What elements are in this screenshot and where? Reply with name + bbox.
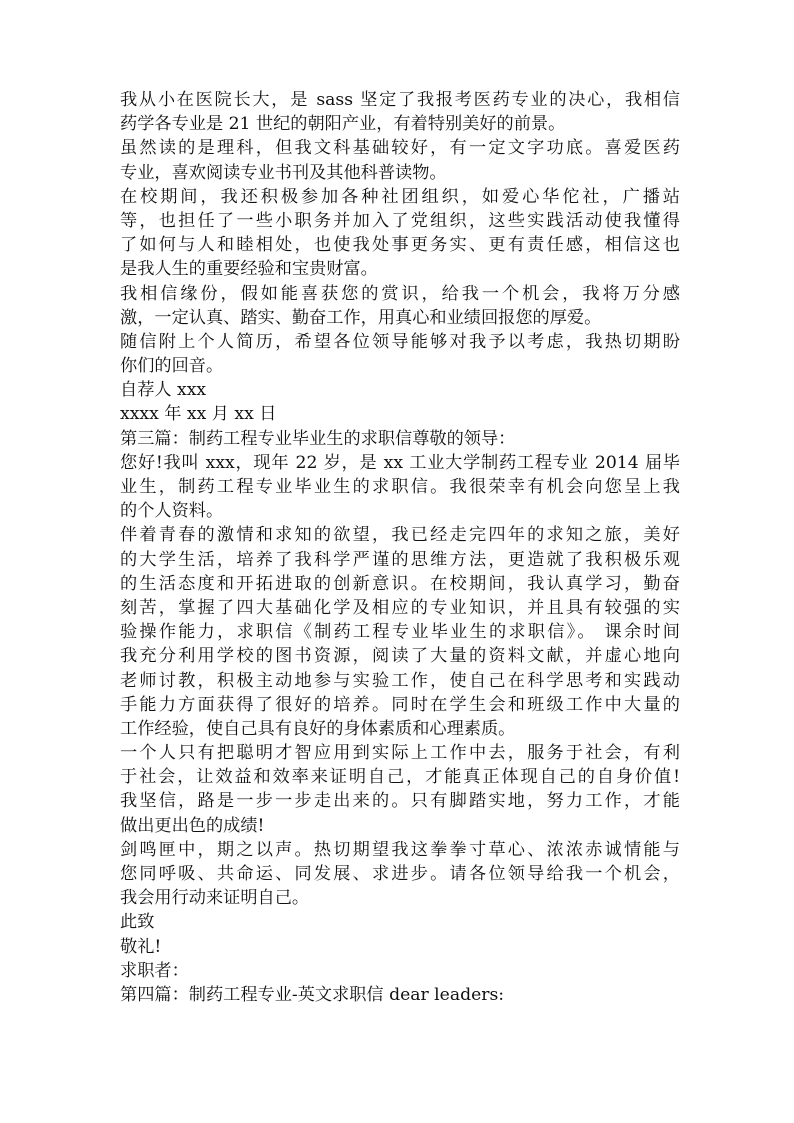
text-line: 是我人生的重要经验和宝贵财富。	[120, 259, 378, 280]
text-line: 在校期间，我还积极参加各种社团组织，如爱心华佗社，广播站	[120, 186, 680, 207]
text-line: 求职者：	[120, 960, 189, 981]
text-line: 激，一定认真、踏实、勤奋工作，用真心和业绩回报您的厚爱。	[120, 307, 602, 328]
text-line: 随信附上个人简历，希望各位领导能够对我予以考虑，我热切期盼	[120, 331, 680, 352]
text-line: 药学各专业是 21 世纪的朝阳产业，有着特别美好的前景。	[120, 114, 566, 135]
text-line: 您好!我叫 xxx，现年 22 岁，是 xx 工业大学制药工程专业 2014 届毕	[120, 452, 680, 473]
text-line: 伴着青春的激情和求知的欲望，我已经走完四年的求知之旅，美好	[120, 525, 680, 546]
text-line: 敬礼!	[120, 936, 162, 957]
text-line: 于社会，让效益和效率来证明自己，才能真正体现自己的自身价值!	[120, 767, 680, 788]
text-line: 老师讨教，积极主动地参与实验工作，使自己在科学思考和实践动	[120, 670, 680, 691]
text-line: 业生，制药工程专业毕业生的求职信。我很荣幸有机会向您呈上我	[120, 477, 680, 497]
text-line: 你们的回音。	[120, 356, 224, 377]
text-line: 我坚信，路是一步一步走出来的。只有脚踏实地，努力工作，才能	[120, 791, 680, 812]
text-line: 手能力方面获得了很好的培养。同时在学生会和班级工作中大量的	[120, 694, 680, 715]
text-line: 等，也担任了一些小职务并加入了党组织，这些实践活动使我懂得	[120, 210, 680, 231]
text-line: 验操作能力，求职信《制药工程专业毕业生的求职信》。 课余时间	[120, 622, 680, 643]
text-line: 此致	[120, 912, 155, 933]
text-line: 自荐人 xxx	[120, 380, 207, 401]
text-line: 做出更出色的成绩!	[120, 815, 265, 836]
text-line: 一个人只有把聪明才智应用到实际上工作中去，服务于社会，有利	[120, 743, 680, 764]
document-body	[120, 88, 680, 1007]
text-line: 我从小在医院长大，是 sass 坚定了我报考医药专业的决心，我相信	[120, 90, 680, 110]
text-line: 第四篇：制药工程专业-英文求职信 dear leaders:	[120, 984, 505, 1005]
text-line: 我相信缘份，假如能喜获您的赏识，给我一个机会，我将万分感	[120, 283, 680, 304]
text-line: 的个人资料。	[120, 501, 224, 522]
text-line: 我充分利用学校的图书资源，阅读了大量的资料文献，并虚心地向	[120, 646, 680, 667]
text-line: 工作经验，使自己具有良好的身体素质和心理素质。	[120, 718, 516, 739]
text-line: 第三篇：制药工程专业毕业生的求职信尊敬的领导：	[120, 428, 516, 449]
text-line: 了如何与人和睦相处，也使我处事更务实、更有责任感，相信这也	[120, 235, 680, 256]
text-line: 我会用行动来证明自己。	[120, 888, 310, 909]
text-line: 的生活态度和开拓进取的创新意识。在校期间，我认真学习，勤奋	[120, 573, 680, 594]
text-line: 您同呼吸、共命运、同发展、求进步。请各位领导给我一个机会，	[120, 864, 680, 884]
text-line: 专业，喜欢阅读专业书刊及其他科普读物。	[120, 162, 447, 183]
text-line: 的大学生活，培养了我科学严谨的思维方法，更造就了我积极乐观	[120, 549, 680, 570]
text-line: 剑鸣匣中，期之以声。热切期望我这拳拳寸草心、浓浓赤诚情能与	[120, 839, 680, 860]
text-line: xxxx 年 xx 月 xx 日	[120, 404, 277, 425]
text-line: 刻苦，掌握了四大基础化学及相应的专业知识，并且具有较强的实	[120, 597, 680, 618]
text-line: 虽然读的是理科，但我文科基础较好，有一定文字功底。喜爱医药	[120, 138, 680, 159]
